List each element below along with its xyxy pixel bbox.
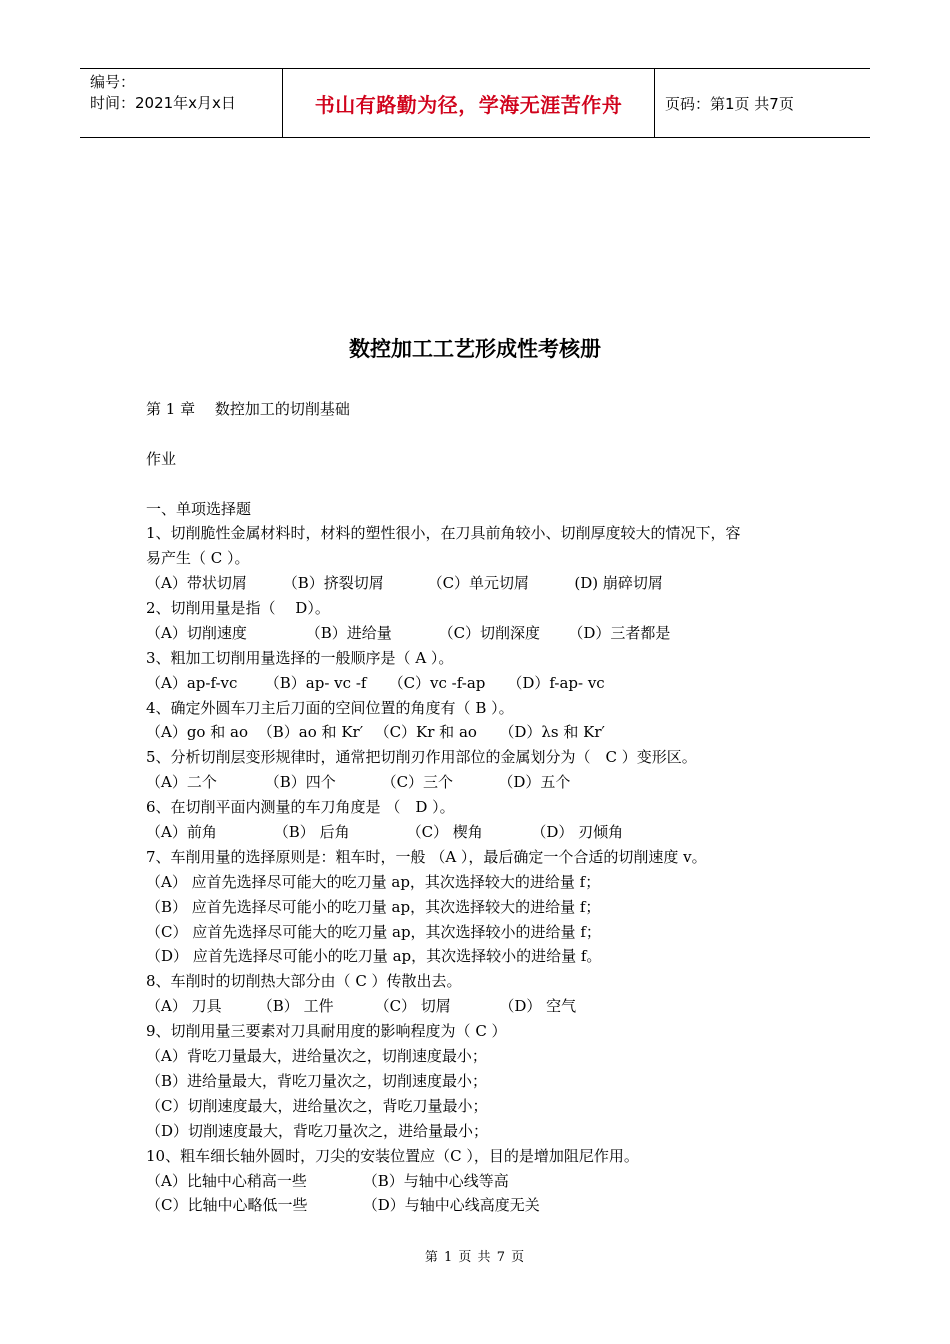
option: （B）与轴中心线等高 [362,1172,509,1190]
option: （D）f-ap- vc [507,674,605,692]
option: （D） 刃倾角 [531,823,624,841]
option: （C）单元切屑 [427,574,530,592]
header-table [80,68,870,138]
question-6-options [146,822,623,842]
question-6: 6、在切削平面内测量的车刀角度是 （ D ）。 [146,798,455,816]
option: （A）切削速度 [146,624,247,642]
question-1-line-1: 1、切削脆性金属材料时，材料的塑性很小，在刀具前角较小、切削厚度较大的情况下，容 [146,524,741,542]
page-info: 页码：第1页 共7页 [665,94,794,113]
number-label: 编号： [90,73,136,91]
question-10-options-row-1 [146,1171,509,1191]
question-8-options [146,996,576,1016]
question-3: 3、粗加工切削用量选择的一般顺序是（ A ）。 [146,649,454,667]
question-9-option-a: （A）背吃刀量最大，进给量次之，切削速度最小； [146,1047,487,1065]
option: （A） 刀具 [146,997,222,1015]
question-4-options [146,722,605,742]
option: （C）三个 [381,773,454,791]
page-footer: 第 1 页 共 7 页 [424,1250,526,1265]
option: （B）挤裂切屑 [282,574,384,592]
option: （C） 切屑 [374,997,451,1015]
document-title: 数控加工工艺形成性考核册 [349,337,601,361]
option: (D) 崩碎切屑 [574,574,663,592]
question-3-options [146,673,605,693]
option: （D）五个 [498,773,571,791]
question-7-option-b: （B） 应首先选择尽可能小的吃刀量 ap，其次选择较大的进给量 f； [146,898,601,916]
option: （A）go 和 ao [146,723,248,741]
question-9-option-d: （D）切削速度最大，背吃刀量次之，进给量最小； [146,1122,489,1140]
question-7-option-d: （D） 应首先选择尽可能小的吃刀量 ap，其次选择较小的进给量 f。 [146,947,602,965]
option: （A）带状切屑 [146,574,247,592]
option: （C）比轴中心略低一些 [146,1196,308,1214]
question-10: 10、粗车细长轴外圆时，刀尖的安装位置应（C ），目的是增加阻尼作用。 [146,1147,639,1165]
time-label: 时间：2021年x月x日 [90,94,236,112]
question-10-options-row-2 [146,1195,540,1215]
option: （A）比轴中心稍高一些 [146,1172,307,1190]
question-1-options [146,573,663,593]
question-2-options [146,623,670,643]
option: （B）ap- vc -f [264,674,367,692]
option: （D） 空气 [499,997,577,1015]
motto: 书山有路勤为径，学海无涯苦作舟 [282,69,655,137]
part-heading: 一、单项选择题 [146,500,252,518]
option: （A）前角 [146,823,217,841]
question-8: 8、车削时的切削热大部分由（ C ）传散出去。 [146,972,462,990]
question-9-option-c: （C）切削速度最大，进给量次之，背吃刀量最小； [146,1097,488,1115]
option: （D）三者都是 [568,624,671,642]
option: （C） 楔角 [406,823,483,841]
section-heading: 作业 [146,450,177,468]
option: （C）切削深度 [438,624,541,642]
question-7-option-a: （A） 应首先选择尽可能大的吃刀量 ap，其次选择较大的进给量 f； [146,873,601,891]
chapter-heading: 第 1 章 数控加工的切削基础 [146,400,350,418]
option: （B）ao 和 Kr′ [257,723,364,741]
option: （B）四个 [264,773,336,791]
option: （A）二个 [146,773,217,791]
option: （C）vc -f-ap [388,674,486,692]
question-9-option-b: （B）进给量最大，背吃刀量次之，切削速度最小； [146,1072,488,1090]
option: （D）λs 和 Kr′ [499,723,605,741]
option: （B） 后角 [273,823,350,841]
question-1-line-2: 易产生（ C ）。 [146,549,250,567]
question-2: 2、切削用量是指（ D）。 [146,599,330,617]
question-5: 5、分析切削层变形规律时，通常把切削刃作用部位的金属划分为（ C ）变形区。 [146,748,697,766]
option: （D）与轴中心线高度无关 [362,1196,540,1214]
question-7: 7、车削用量的选择原则是：粗车时，一般 （A ），最后确定一个合适的切削速度 v。 [146,848,707,866]
option: （A）ap-f-vc [146,674,238,692]
option: （B）进给量 [305,624,392,642]
question-5-options [146,772,570,792]
option: （B） 工件 [257,997,334,1015]
question-7-option-c: （C） 应首先选择尽可能大的吃刀量 ap，其次选择较小的进给量 f； [146,923,601,941]
option: （C）Kr 和 ao [374,723,477,741]
header-left-cell [80,69,282,137]
question-4: 4、确定外圆车刀主后刀面的空间位置的角度有（ B ）。 [146,699,514,717]
question-9: 9、切削用量三要素对刀具耐用度的影响程度为（ C ） [146,1022,507,1040]
